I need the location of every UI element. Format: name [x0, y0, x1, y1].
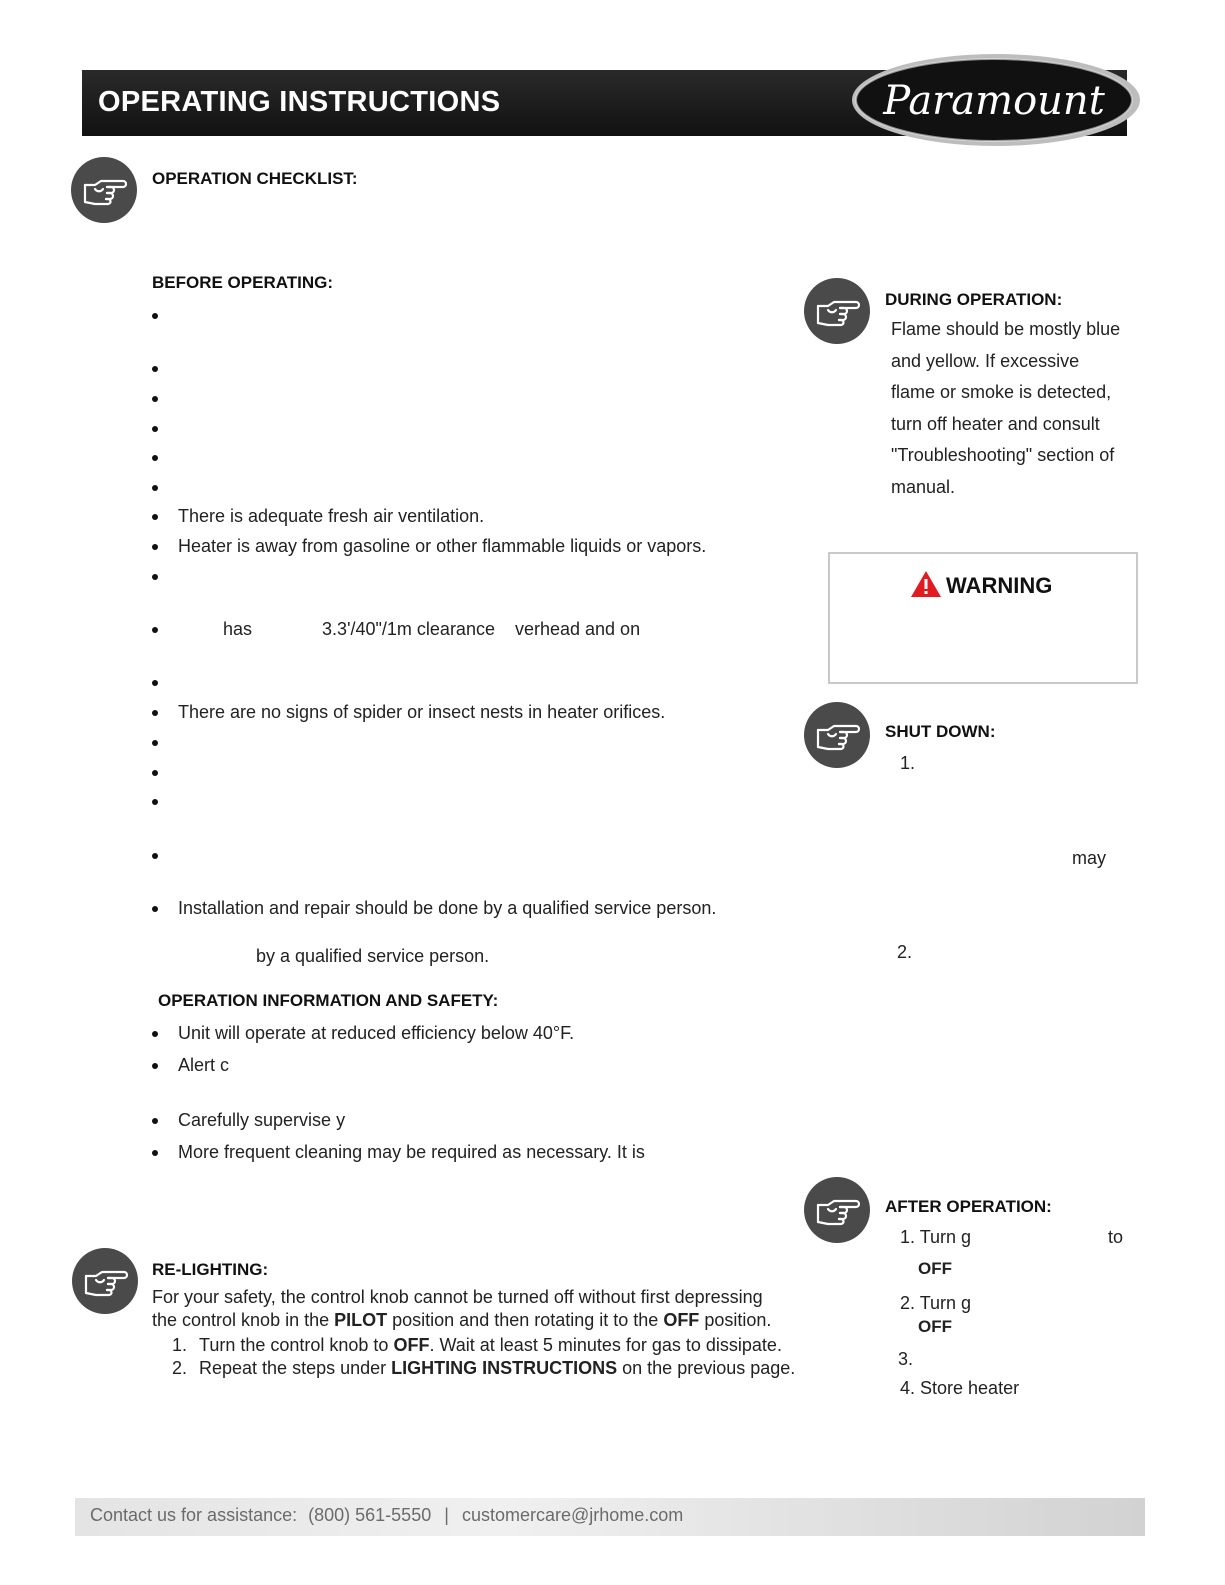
- footer-label: Contact us for assistance:: [90, 1505, 298, 1525]
- shut-down-step-1: 1.: [900, 753, 916, 773]
- relighting-intro-line-2: the control knob in the PILOT position and then rotating it to the OFF position.: [152, 1310, 772, 1331]
- svg-text:Paramount: Paramount: [883, 78, 1105, 124]
- paramount-logo: [848, 50, 1148, 150]
- during-operation-text: [891, 314, 1120, 504]
- text-line: flame or smoke is detected,: [891, 382, 1112, 403]
- relighting-step-1: 1. Turn the control knob to OFF. Wait at least 5 minutes for gas to dissipate.: [172, 1335, 782, 1355]
- text-line: manual.: [891, 476, 956, 497]
- page-title: OPERATING INSTRUCTIONS: [98, 86, 501, 118]
- after-step-2: 2. Turn g: [900, 1293, 972, 1313]
- shut-down-title: SHUT DOWN:: [885, 722, 996, 741]
- shut-down-step-2: 2.: [897, 942, 913, 962]
- pointing-hand-icon: [71, 157, 137, 223]
- relighting-intro: [152, 1286, 832, 1332]
- after-step-3: 3.: [898, 1349, 914, 1369]
- text-line: and yellow. If excessive: [891, 350, 1080, 371]
- qualified-person-line: by a qualified service person.: [256, 946, 490, 966]
- relighting-intro-line-1: For your safety, the control knob cannot be turned off without first depressing: [152, 1287, 763, 1307]
- footer-phone[interactable]: (800) 561-5550: [308, 1505, 432, 1525]
- relighting-steps: [172, 1334, 832, 1380]
- after-step-4: 4. Store heater: [900, 1378, 1020, 1398]
- text-line: "Troubleshooting" section of: [891, 445, 1115, 466]
- operation-info-title: OPERATION INFORMATION AND SAFETY:: [158, 991, 499, 1010]
- warning-triangle-icon: [910, 570, 942, 604]
- after-step-1: 1. Turn g: [900, 1227, 972, 1247]
- footer-separator: |: [444, 1505, 449, 1525]
- pointing-hand-icon: [72, 1248, 138, 1314]
- text-line: turn off heater and consult: [891, 413, 1100, 434]
- during-operation-title: DURING OPERATION:: [885, 290, 1063, 309]
- after-step-2-off: OFF: [918, 1317, 952, 1336]
- operation-checklist-title: OPERATION CHECKLIST:: [152, 169, 358, 188]
- warning-heading: WARNING: [910, 570, 1052, 604]
- pointing-hand-icon: [804, 278, 870, 344]
- footer-email-link[interactable]: customercare@jrhome.com: [461, 1505, 684, 1525]
- pointing-hand-icon: [804, 702, 870, 768]
- after-operation-title: AFTER OPERATION:: [885, 1197, 1052, 1216]
- footer-contact: [90, 1505, 683, 1526]
- relighting-title: RE-LIGHTING:: [152, 1260, 269, 1279]
- relighting-step-2: 2. Repeat the steps under LIGHTING INSTRUCTIONS on the previous page.: [172, 1358, 796, 1379]
- before-operating-title: BEFORE OPERATING:: [152, 273, 334, 292]
- after-step-1-off: OFF: [918, 1259, 952, 1278]
- text-line: Flame should be mostly blue: [891, 319, 1121, 339]
- shut-down-fragment: may: [1072, 848, 1107, 868]
- pointing-hand-icon: [804, 1177, 870, 1243]
- after-step-1-to: to: [1108, 1227, 1124, 1247]
